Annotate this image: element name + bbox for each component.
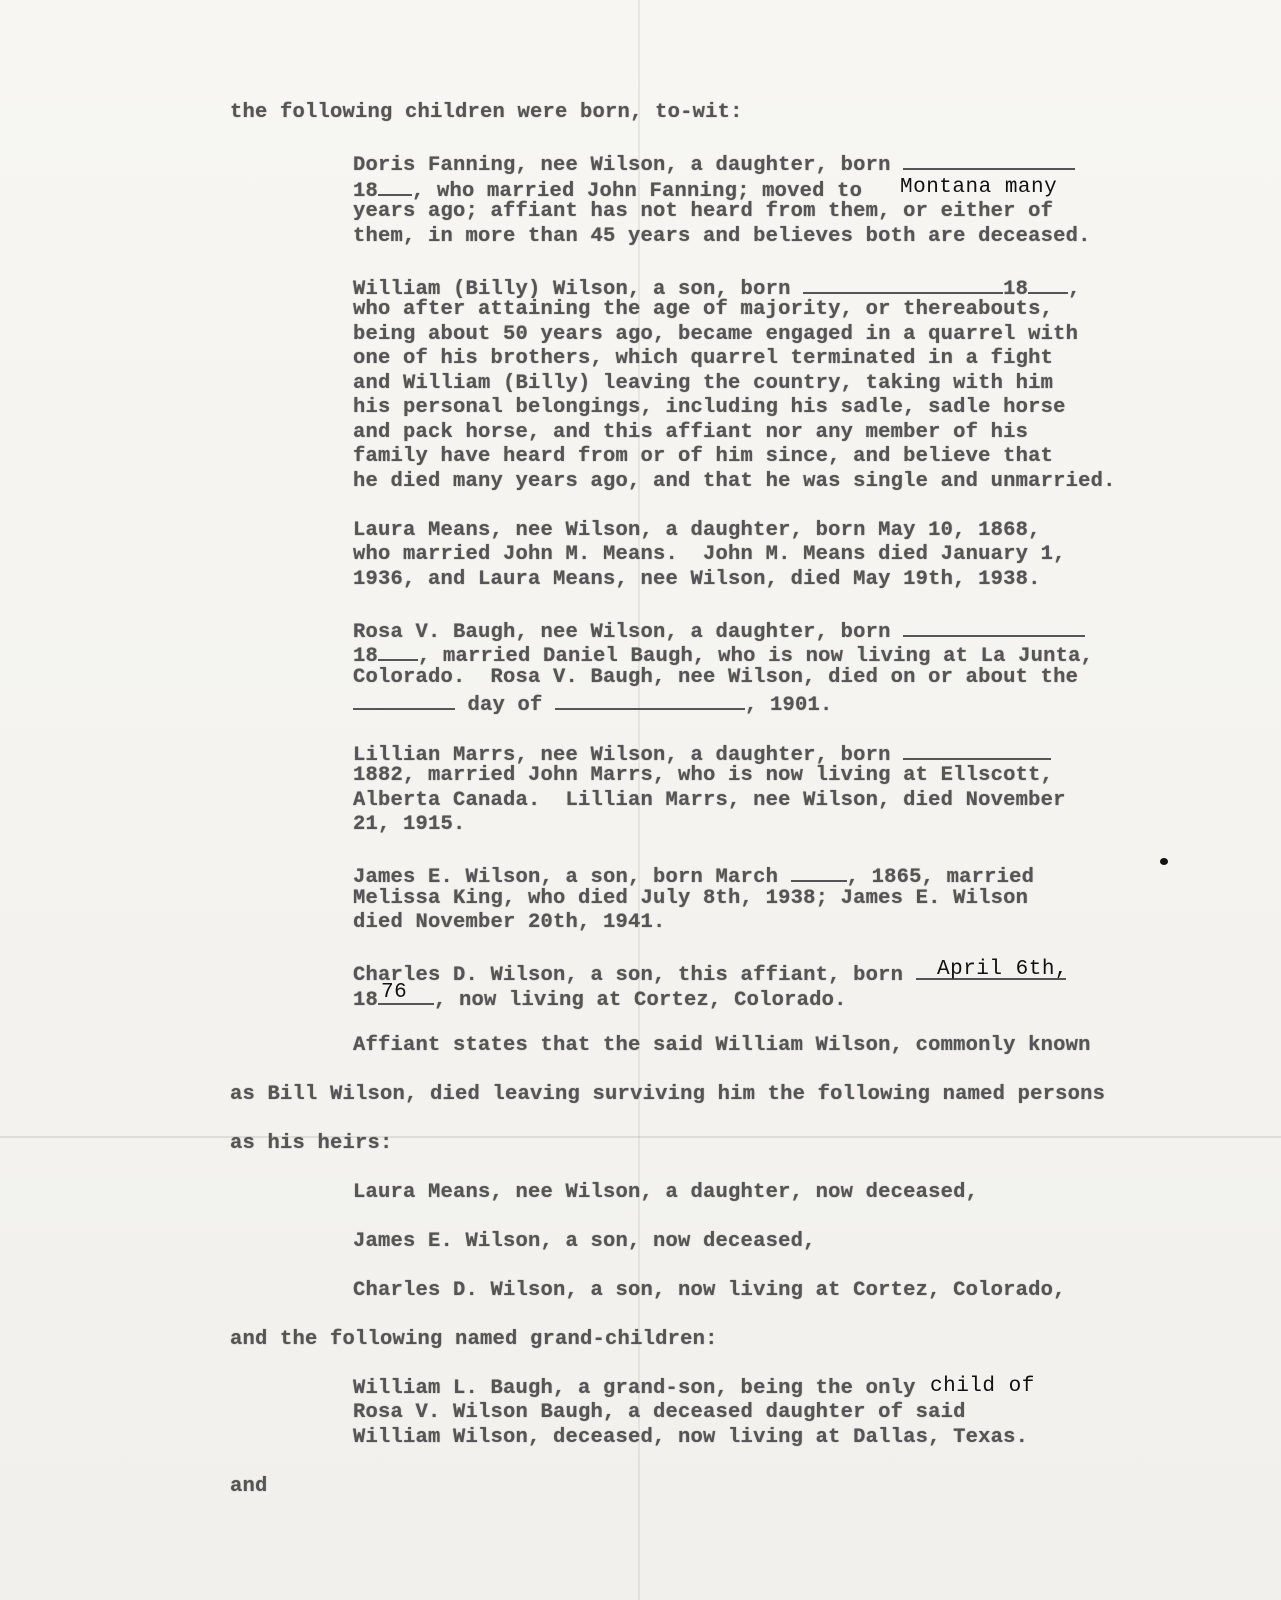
paragraph-line: Laura Means, nee Wilson, a daughter, born May 10, 1868, <box>353 519 1041 542</box>
paragraph-line: 18 , married Daniel Baugh, who is now living at La Junta, <box>353 641 1093 669</box>
paragraph-line: he died many years ago, and that he was single and unmarried. <box>353 470 1116 493</box>
paragraph-line: Melissa King, who died July 8th, 1938; James E. Wilson <box>353 887 1029 910</box>
paragraph-line: Doris Fanning, nee Wilson, a daughter, born <box>353 150 1075 178</box>
paragraph-line: Alberta Canada. Lillian Marrs, nee Wilson, died November <box>353 789 1066 812</box>
paragraph-line: 1882, married John Marrs, who is now living at Ellscott, <box>353 764 1054 787</box>
paragraph-line: being about 50 years ago, became engaged in a quarrel with <box>353 323 1079 346</box>
intro-line: the following children were born, to-wit: <box>230 101 743 124</box>
paragraph-line: as Bill Wilson, died leaving surviving him the following named persons <box>230 1083 1106 1106</box>
paragraph-line: as his heirs: <box>230 1132 393 1155</box>
paragraph-line: 21, 1915. <box>353 813 466 836</box>
paper-fold <box>0 1136 1281 1138</box>
paragraph-line: James E. Wilson, a son, born March , 1865, married <box>353 862 1034 890</box>
paragraph-line: who married John M. Means. John M. Means died January 1, <box>353 543 1066 566</box>
paragraph-line: and the following named grand-children: <box>230 1328 718 1351</box>
heir-line: Laura Means, nee Wilson, a daughter, now deceased, <box>353 1181 979 1204</box>
paragraph-line: Rosa V. Baugh, nee Wilson, a daughter, born <box>353 617 1085 645</box>
paragraph-line: Lillian Marrs, nee Wilson, a daughter, born <box>353 740 1051 768</box>
paragraph-line: 18 , who married John Fanning; moved to <box>353 176 862 204</box>
heir-line: James E. Wilson, a son, now deceased, <box>353 1230 816 1253</box>
paragraph-line: Rosa V. Wilson Baugh, a deceased daughter of said <box>353 1401 966 1424</box>
paragraph-line: Affiant states that the said William Wilson, commonly known <box>353 1034 1091 1057</box>
paragraph-line: his personal belongings, including his sadle, sadle horse <box>353 396 1066 419</box>
typed-insert: Montana many <box>900 176 1058 199</box>
paragraph-line: and pack horse, and this affiant nor any member of his <box>353 421 1029 444</box>
paragraph-line: Colorado. Rosa V. Baugh, nee Wilson, died on or about the <box>353 666 1079 689</box>
typed-insert: child of <box>930 1375 1035 1398</box>
paragraph-line: one of his brothers, which quarrel terminated in a fight <box>353 347 1054 370</box>
paragraph-line: 1936, and Laura Means, nee Wilson, died May 19th, 1938. <box>353 568 1041 591</box>
paragraph-line: and <box>230 1475 268 1498</box>
paragraph-line: William Wilson, deceased, now living at Dallas, Texas. <box>353 1426 1029 1449</box>
paragraph-line: day of , 1901. <box>353 690 833 718</box>
paragraph-line: and William (Billy) leaving the country, taking with him <box>353 372 1054 395</box>
paragraph-line: William L. Baugh, a grand-son, being the only <box>353 1377 916 1400</box>
paragraph-line: them, in more than 45 years and believes both are deceased. <box>353 225 1091 248</box>
paragraph-line: years ago; affiant has not heard from them, or either of <box>353 200 1054 223</box>
typed-insert: 76 <box>381 981 408 1004</box>
paragraph-line: family have heard from or of him since, and believe that <box>353 445 1054 468</box>
paragraph-line: who after attaining the age of majority, or thereabouts, <box>353 298 1054 321</box>
heir-line: Charles D. Wilson, a son, now living at Cortez, Colorado, <box>353 1279 1066 1302</box>
paragraph-line: William (Billy) Wilson, a son, born 18 , <box>353 274 1081 302</box>
paragraph-line: died November 20th, 1941. <box>353 911 666 934</box>
ink-spot <box>1160 858 1168 865</box>
paragraph-line: 18 , now living at Cortez, Colorado. <box>353 985 847 1013</box>
paragraph-line: Charles D. Wilson, a son, this affiant, born <box>353 960 1066 988</box>
typed-insert: April 6th, <box>937 958 1069 981</box>
